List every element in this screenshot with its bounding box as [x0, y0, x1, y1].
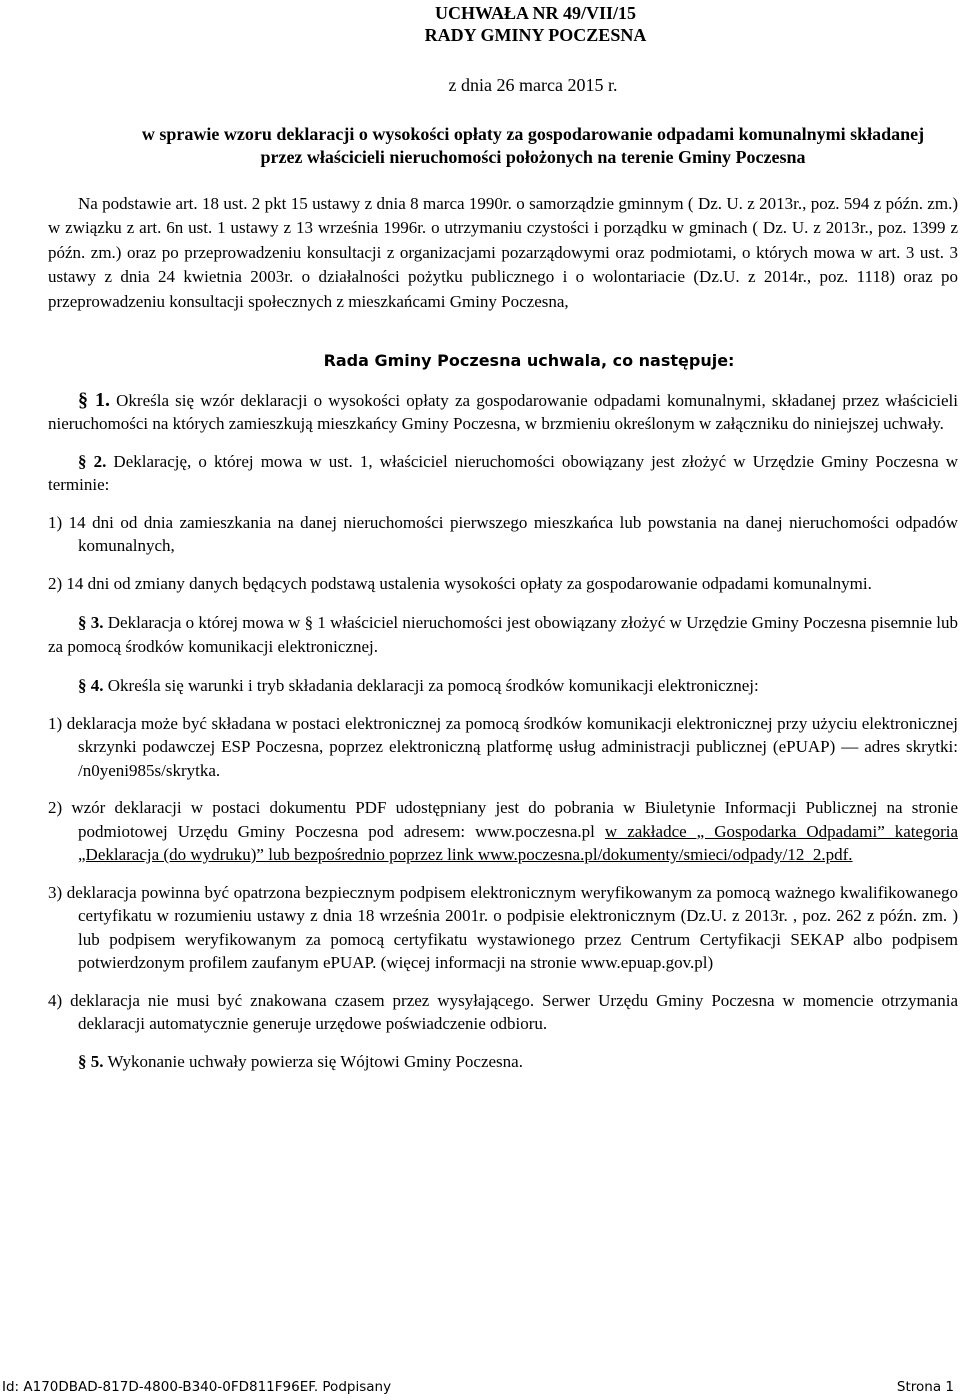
list-item: 4) deklaracja nie musi być znakowana czasem przez wysyłającego. Serwer Urzędu Gminy Poczesna w momencie otrzymania deklaracji automatycznie generuje urzędowe poświadczenie odbioru.	[48, 990, 958, 1033]
download-link[interactable]: w zakładce „ Gospodarka Odpadami” kategoria „Deklaracja (do wydruku)” lub bezpośrednio poprzez link www.poczesna.pl/dokumenty/smieci/odpady/12_2.pdf.	[78, 821, 959, 864]
paragraph-1	[48, 389, 958, 436]
resolution-date: z dnia 26 marca 2015 r.	[448, 75, 618, 95]
paragraph-4-list	[48, 712, 958, 1036]
paragraph-5	[48, 1050, 958, 1074]
paragraph-2-number: § 2.	[78, 451, 107, 471]
paragraph-1-number: § 1.	[78, 388, 110, 411]
resolves-heading: Rada Gminy Poczesna uchwala, co następuje:	[323, 351, 735, 370]
paragraph-3-number: § 3.	[78, 613, 104, 632]
subject-line-1: w sprawie wzoru deklaracji o wysokości opłaty za gospodarowanie odpadami komunalnymi składanej	[141, 123, 925, 144]
resolution-header	[48, 2, 958, 46]
paragraph-5-number: § 5.	[78, 1051, 104, 1071]
document-id: Id: A170DBAD-817D-4800-B340-0FD811F96EF. Podpisany	[2, 1379, 392, 1395]
list-item: 2) 14 dni od zmiany danych będących podstawą ustalenia wysokości opłaty za gospodarowanie odpadami komunalnymi.	[48, 573, 872, 593]
legal-basis: Na podstawie art. 18 ust. 2 pkt 15 ustawy z dnia 8 marca 1990r. o samorządzie gminnym ( Dz. U. z 2013r., poz. 594 z późn. zm.) w związku z art. 6n ust. 1 ustawy z 13 września 1996r. o utrzymaniu czystości i porządku w gminach ( Dz. U. z 2013r., poz. 1399 z późn. zm.) oraz po przeprowadzeniu konsultacji z organizacjami pozarządowymi oraz podmiotami, o których mowa w art. 3 ust. 3 ustawy z dnia 24 kwietnia 2003r. o działalności pożytku publicznego i o wolontariacie (Dz.U. z 2014r., poz. 1118) oraz po przeprowadzeniu konsultacji społecznych z mieszkańcami Gminy Poczesna,	[48, 193, 958, 311]
resolution-subject	[48, 123, 958, 169]
paragraph-4	[48, 674, 958, 698]
paragraph-3-text: Deklaracja o której mowa w § 1 właściciel nieruchomości jest obowiązany złożyć w Urzędzie Gminy Poczesna pisemnie lub za pomocą środków komunikacji elektronicznej.	[48, 613, 959, 656]
paragraph-2	[48, 450, 958, 497]
paragraph-4-text: Określa się warunki i tryb składania deklaracji za pomocą środków komunikacji elektronicznej:	[103, 676, 759, 695]
paragraph-1-text: Określa się wzór deklaracji o wysokości opłaty za gospodarowanie odpadami komunalnymi, składanej przez właścicieli nieruchomości na których zamieszkują mieszkańcy Gminy Poczesna, w brzmieniu określonym w załączniku do niniejszej uchwały.	[48, 390, 958, 433]
paragraph-2-list	[48, 511, 958, 596]
paragraph-5-text: Wykonanie uchwały powierza się Wójtowi Gminy Poczesna.	[103, 1051, 523, 1071]
list-item: 1) deklaracja może być składana w postaci elektronicznej za pomocą środków komunikacji elektronicznej przy użyciu elektronicznej skrzynki podawczej ESP Poczesna, poprzez elektroniczną platformę usług administracji publicznej (ePUAP) — adres skrytki: /n0yeni985s/skrytka.	[48, 713, 958, 780]
list-item: 3) deklaracja powinna być opatrzona bezpiecznym podpisem elektronicznym weryfikowanym za pomocą ważnego kwalifikowanego certyfikatu w rozumieniu ustawy z dnia 18 września 2001r. o podpisie elektronicznym (Dz.U. z 2013r. , poz. 262 z późn. zm. ) lub podpisem weryfikowanym za pomocą certyfikatu wystawionego przez Centrum Certyfikacji SEKAP albo podpisem potwierdzonym profilem zaufanym ePUAP. (więcej informacji na stronie www.epuap.gov.pl)	[48, 882, 958, 972]
list-item: 1) 14 dni od dnia zamieszkania na danej nieruchomości pierwszego mieszkańca lub powstania na danej nieruchomości odpadów komunalnych,	[48, 512, 958, 555]
list-item-text: 2) wzór deklaracji w postaci dokumentu PDF udostępniany jest do pobrania w Biuletynie Informacji Publicznej na stronie podmiotowej Urzędu Gminy Poczesna pod adresem: www.poczesna.pl	[48, 798, 958, 841]
resolution-number: UCHWAŁA NR 49/VII/15	[434, 3, 637, 23]
council-name: RADY GMINY POCZESNA	[424, 25, 647, 45]
page-number: Strona 1	[896, 1379, 954, 1395]
paragraph-2-text: Deklarację, o której mowa w ust. 1, właściciel nieruchomości obowiązany jest złożyć w Urzędzie Gminy Poczesna w terminie:	[48, 451, 959, 494]
paragraph-3	[48, 611, 958, 658]
document-page	[48, 0, 958, 1073]
subject-line-2: przez właścicieli nieruchomości położonych na terenie Gminy Poczesna	[260, 146, 806, 167]
list-item	[48, 796, 958, 867]
paragraph-4-number: § 4.	[78, 676, 104, 695]
